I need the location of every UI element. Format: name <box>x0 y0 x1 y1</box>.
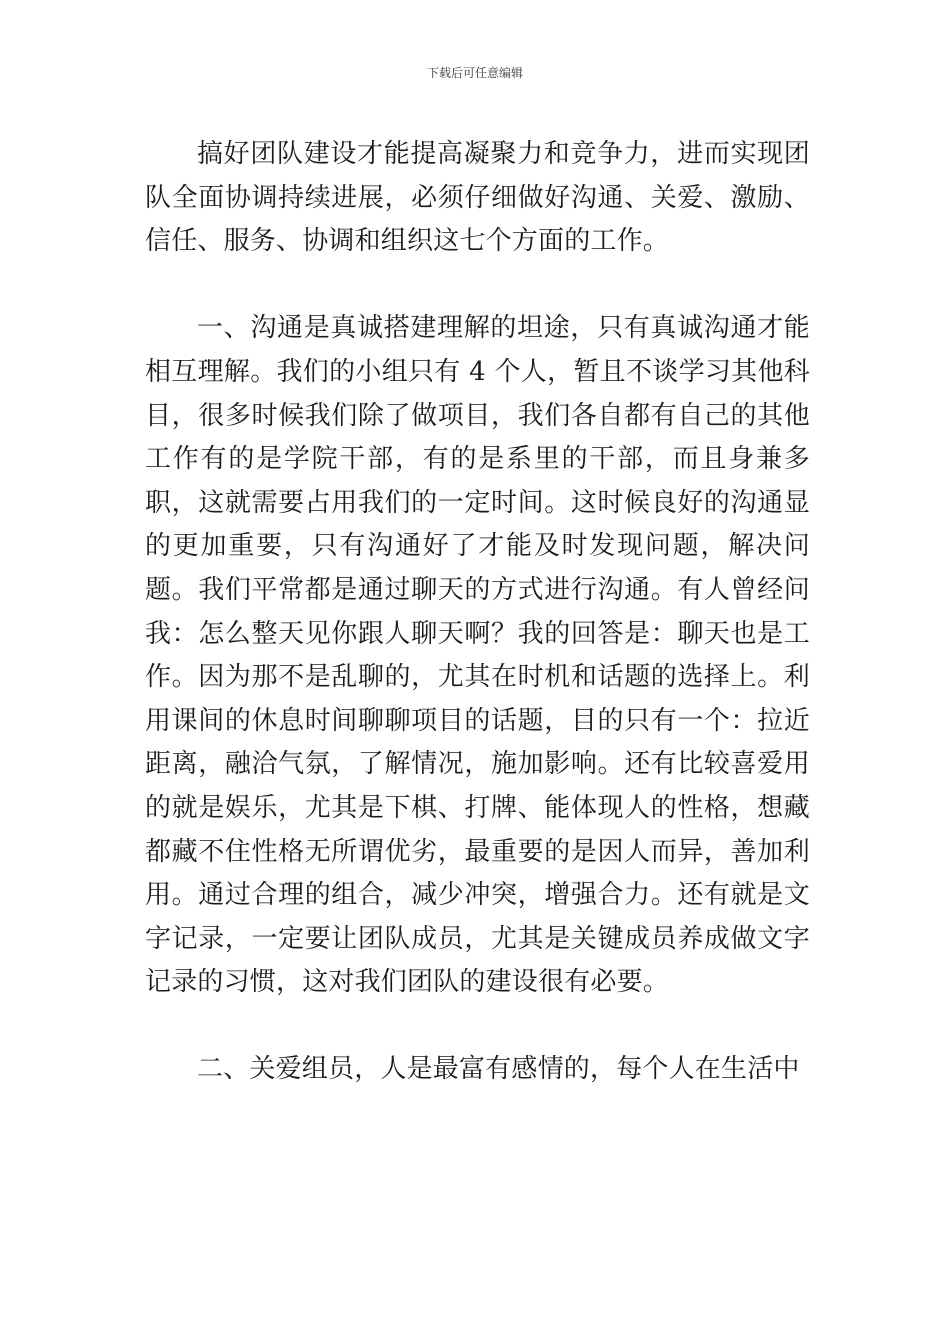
document-body <box>145 133 810 1092</box>
paragraph-care: 二、关爱组员，人是最富有感情的，每个人在生活中 <box>197 1054 800 1085</box>
paragraph-communication: 一、沟通是真诚搭建理解的坦途，只有真诚沟通才能相互理解。我们的小组只有 4 个人，暂且不谈学习其他科目，很多时候我们除了做项目，我们各自都有自己的其他工作有的是学院干部，有的是系里的干部，而且身兼多职，这就需要占用我们的一定时间。这时候良好的沟通显的更加重要，只有沟通好了才能及时发现问题，解决问题。我们平常都是通过聊天的方式进行沟通。有人曾经问我：怎么整天见你跟人聊天啊？我的回答是：聊天也是工作。因为那不是乱聊的，尤其在时机和话题的选择上。利用课间的休息时间聊聊项目的话题，目的只有一个：拉近距离，融洽气氛，了解情况，施加影响。还有比较喜爱用的就是娱乐，尤其是下棋、打牌、能体现人的性格，想藏都藏不住性格无所谓优劣，最重要的是因人而异，善加利用。通过合理的组合，减少冲突，增强合力。还有就是文字记录，一定要让团队成员，尤其是关键成员养成做文字记录的习惯，这对我们团队的建设很有必要。 <box>145 313 810 998</box>
paragraph-intro: 搞好团队建设才能提高凝聚力和竞争力，进而实现团队全面协调持续进展，必须仔细做好沟通、关爱、激励、信任、服务、协调和组织这七个方面的工作。 <box>145 139 810 257</box>
page-header: 下载后可任意编辑 <box>426 66 523 80</box>
